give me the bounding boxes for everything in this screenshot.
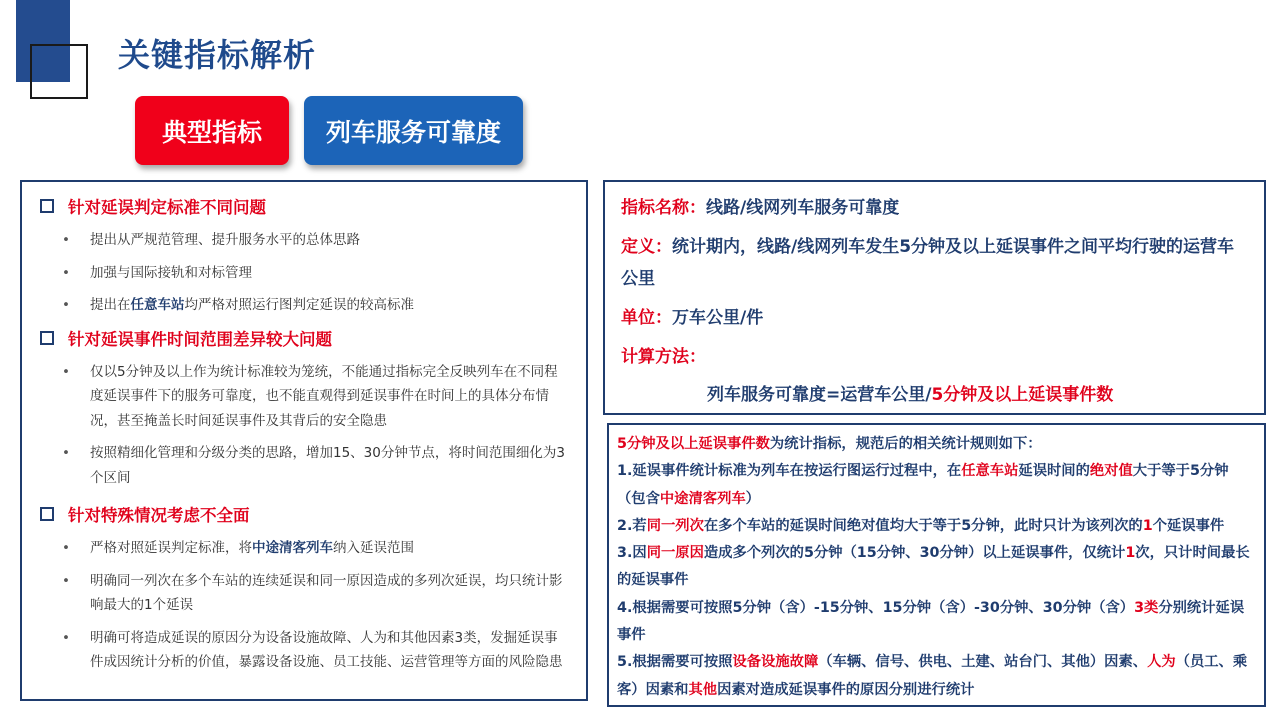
list-item	[38, 536, 570, 561]
list-item-text: 加强与国际接轨和对标管理	[90, 264, 252, 281]
dot-bullet-icon: •	[62, 264, 70, 281]
list-item	[38, 293, 570, 318]
statistics-rules-panel	[607, 423, 1266, 707]
dot-bullet-icon: •	[62, 297, 70, 313]
rule-item-4: 4.根据需要可按照5分钟（含）-15分钟、15分钟（含）-30分钟、30分钟（含）3类分别统计延误事件	[617, 599, 1245, 644]
formula-highlight: 5分钟及以上延误事件数	[931, 385, 1114, 405]
section-title: 针对延误判定标准不同问题	[68, 198, 266, 217]
decor-outline-square	[30, 44, 88, 99]
square-bullet-icon	[40, 507, 54, 521]
list-item	[38, 626, 570, 675]
emphasis-text: 任意车站	[130, 297, 185, 313]
list-item	[38, 569, 570, 618]
section-heading	[38, 326, 570, 350]
calc-method-row	[621, 341, 1248, 373]
emphasis-text: 中途清客列车	[252, 540, 333, 556]
indicator-name-row	[621, 192, 1248, 224]
definition-row	[621, 231, 1248, 295]
dot-bullet-icon: •	[62, 445, 70, 461]
calc-method-label: 计算方法：	[621, 347, 706, 367]
list-item-text: 明确可将造成延误的原因分为设备设施故障、人为和其他因素3类，发掘延误事件成因统计分析的价值，暴露设备设施、员工技能、运营管理等方面的风险隐患	[90, 629, 563, 670]
list-item	[38, 441, 570, 490]
unit-label: 单位：	[621, 308, 672, 328]
square-bullet-icon	[40, 199, 54, 213]
dot-bullet-icon: •	[62, 629, 70, 646]
rule-item-5: 5.根据需要可按照设备设施故障（车辆、信号、供电、土建、站台门、其他）因素、人为（员工、乘客）因素和其他因素对造成延误事件的原因分别进行统计	[617, 654, 1248, 698]
left-analysis-panel	[20, 180, 588, 701]
dot-bullet-icon: •	[62, 363, 70, 380]
indicator-name-label: 指标名称：	[621, 198, 706, 218]
list-item-text: 仅以5分钟及以上作为统计标准较为笼统，不能通过指标完全反映列车在不同程度延误事件下的服务可靠度，也不能直观得到延误事件在时间上的具体分布情况，甚至掩盖长时间延误事件及其背后的安全隐患	[90, 363, 558, 429]
list-item	[38, 228, 570, 253]
section-title: 针对延误事件时间范围差异较大问题	[68, 329, 332, 349]
section-heading	[38, 194, 570, 218]
indicator-name-value: 线路/线网列车服务可靠度	[706, 198, 900, 218]
rules-intro: 5分钟及以上延误事件数为统计指标，规范后的相关统计规则如下：	[617, 436, 1042, 452]
unit-row	[621, 302, 1248, 334]
dot-bullet-icon: •	[62, 572, 70, 589]
list-item-text: 严格对照延误判定标准，将中途清客列车纳入延误范围	[90, 540, 414, 556]
dot-bullet-icon: •	[62, 232, 70, 248]
square-bullet-icon	[40, 331, 54, 345]
indicator-definition-panel	[603, 180, 1266, 415]
list-item	[38, 261, 570, 286]
formula-prefix: 列车服务可靠度=运营车公里/	[707, 385, 932, 405]
tag-typical-indicator: 典型指标	[135, 96, 289, 165]
list-item	[38, 360, 570, 434]
formula	[621, 380, 1248, 405]
definition-label: 定义：	[621, 237, 672, 257]
rule-item-3: 3.因同一原因造成多个列次的5分钟（15分钟、30分钟）以上延误事件，仅统计1次，只计时间最长的延误事件	[617, 545, 1250, 589]
list-item-text: 提出从严规范管理、提升服务水平的总体思路	[90, 232, 360, 248]
unit-value: 万车公里/件	[672, 308, 764, 328]
section-title: 针对特殊情况考虑不全面	[68, 506, 250, 525]
rule-item-1: 1.延误事件统计标准为列车在按运行图运行过程中，在任意车站延误时间的绝对值大于等于5分钟（包含中途清客列车）	[617, 463, 1229, 507]
definition-value: 统计期内，线路/线网列车发生5分钟及以上延误事件之间平均行驶的运营车公里	[621, 237, 1235, 289]
tag-train-service-reliability: 列车服务可靠度	[304, 96, 523, 165]
page-title: 关键指标解析	[118, 36, 317, 74]
dot-bullet-icon: •	[62, 540, 70, 556]
list-item-text: 提出在任意车站均严格对照运行图判定延误的较高标准	[90, 297, 414, 313]
section-heading	[38, 502, 570, 526]
rule-item-2: 2.若同一列次在多个车站的延误时间绝对值均大于等于5分钟，此时只计为该列次的1个延误事件	[617, 517, 1225, 534]
list-item-text: 明确同一列次在多个车站的连续延误和同一原因造成的多列次延误，均只统计影响最大的1个延误	[90, 572, 563, 613]
list-item-text: 按照精细化管理和分级分类的思路，增加15、30分钟节点，将时间范围细化为3个区间	[90, 445, 565, 486]
